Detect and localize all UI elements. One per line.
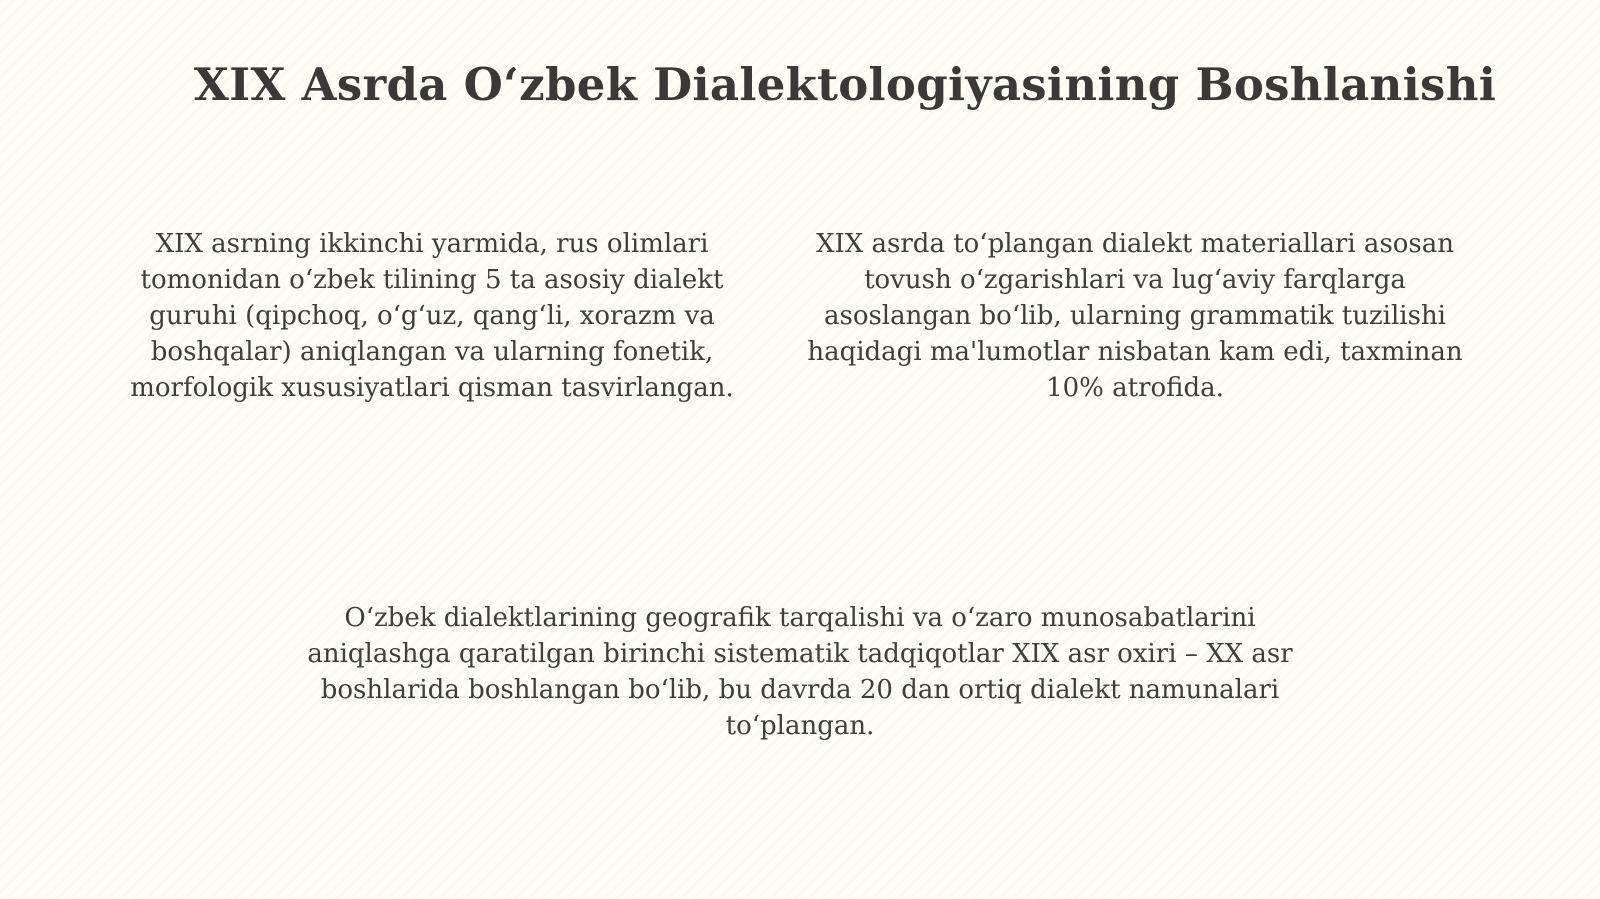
slide-title: XIX Asrda O‘zbek Dialektologiyasining Boshlanishi — [193, 58, 1497, 111]
paragraph-right: XIX asrda to‘plangan dialekt materiallari asosan tovush o‘zgarishlari va lug‘aviy farqlarga asoslangan bo‘lib, ularning grammatik tuzilishi haqidagi ma'lumotlar nisbatan kam edi, taxminan 10% atrofida. — [807, 229, 1463, 403]
paragraph-bottom: O‘zbek dialektlarining geografik tarqalishi va o‘zaro munosabatlarini aniqlashga qaratilgan birinchi sistematik tadqiqotlar XIX asr oxiri – XX asr boshlarida boshlangan bo‘lib, bu davrda 20 dan ortiq dialekt namunalari to‘plangan. — [307, 603, 1293, 741]
paragraph-left: XIX asrning ikkinchi yarmida, rus olimlari tomonidan o‘zbek tilining 5 ta asosiy dialekt guruhi (qipchoq, o‘g‘uz, qang‘li, xorazm va boshqalar) aniqlangan va ularning fonetik, morfologik xususiyatlari qisman tasvirlangan. — [130, 229, 734, 403]
